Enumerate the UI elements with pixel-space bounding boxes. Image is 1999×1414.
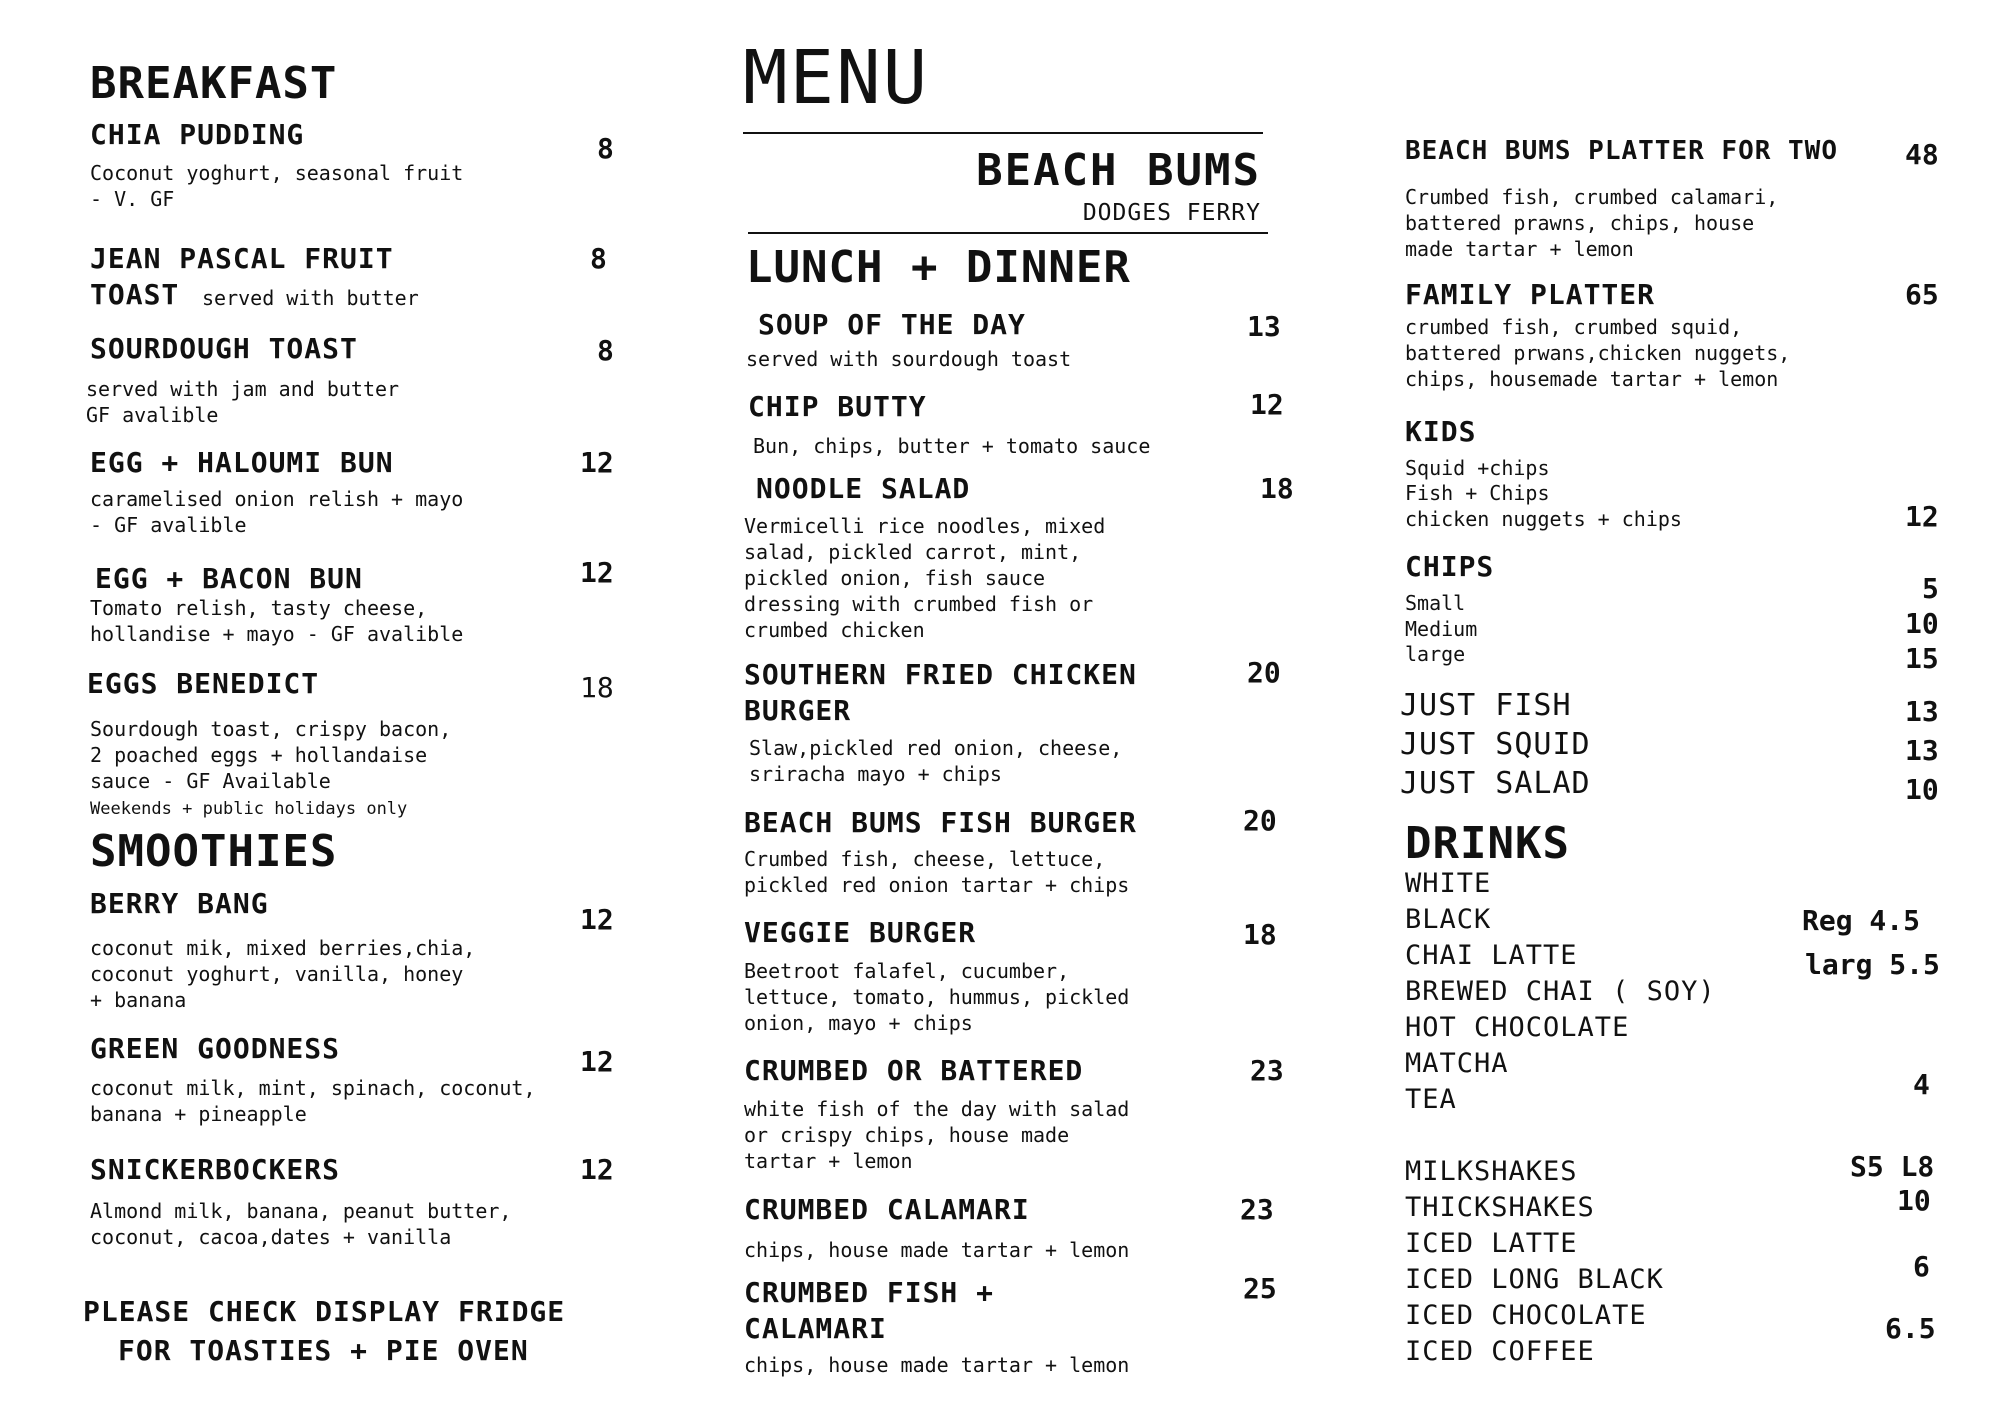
item-desc: Vermicelli rice noodles, mixed salad, pickled carrot, mint, pickled onion, fish sauce dressing with crumbed fish or crumbed chicken [744, 514, 1106, 642]
kids-line: Fish + Chips [1405, 481, 1550, 505]
item-name-eggs-benedict: EGGS BENEDICT [87, 667, 320, 700]
item-desc: Beetroot falafel, cucumber, lettuce, tomato, hummus, pickled onion, mayo + chips [744, 959, 1130, 1035]
item-name-crumbed-battered: CRUMBED OR BATTERED [744, 1054, 1084, 1087]
item-desc: served with sourdough toast [746, 347, 1072, 371]
item-desc: Coconut yoghurt, seasonal fruit - V. GF [90, 161, 464, 211]
item-desc: Tomato relish, tasty cheese, hollandise + mayo - GF avalible [90, 596, 464, 646]
drink-item: BLACK [1405, 904, 1492, 935]
item-name-sourdough-toast: SOURDOUGH TOAST [90, 332, 358, 365]
item-price: 10 [1905, 607, 1939, 640]
item-price: 48 [1905, 138, 1939, 171]
item-name-line2: CALAMARI [744, 1312, 887, 1345]
item-desc: caramelised onion relish + mayo - GF avalible [90, 487, 464, 537]
item-name-family-platter: FAMILY PLATTER [1405, 278, 1656, 311]
item-name-platter-for-two: BEACH BUMS PLATTER FOR TWO [1405, 136, 1838, 166]
just-fish: JUST FISH [1400, 688, 1572, 723]
brand-name: BEACH BUMS [976, 145, 1261, 196]
item-name-line2: BURGER [744, 694, 852, 727]
item-small-note: Weekends + public holidays only [90, 799, 408, 819]
item-price: 8 [597, 334, 614, 367]
drink-item: TEA [1405, 1084, 1457, 1115]
drink-item: BREWED CHAI ( SOY) [1405, 976, 1716, 1007]
item-name-egg-haloumi: EGG + HALOUMI BUN [90, 446, 394, 479]
item-price: 18 [1243, 918, 1277, 951]
item-desc: Bun, chips, butter + tomato sauce [753, 434, 1151, 458]
title-rule-bottom [748, 232, 1268, 234]
item-name-chia-pudding: CHIA PUDDING [90, 118, 305, 151]
drink-item: THICKSHAKES [1405, 1192, 1595, 1223]
smoothies-heading: SMOOTHIES [90, 826, 338, 877]
brand-location: DODGES FERRY [1082, 200, 1261, 226]
drink-item: ICED LONG BLACK [1405, 1264, 1664, 1295]
item-name-snickerbockers: SNICKERBOCKERS [90, 1153, 341, 1186]
chips-size: Small [1405, 591, 1466, 615]
item-price: 65 [1905, 278, 1939, 311]
item-name-line2: TOAST [90, 278, 180, 311]
item-name-southern-fried: SOUTHERN FRIED CHICKEN [744, 658, 1137, 691]
item-desc: chips, house made tartar + lemon [744, 1353, 1130, 1377]
item-price: 12 [580, 556, 614, 589]
item-price: 12 [580, 903, 614, 936]
item-desc: chips, house made tartar + lemon [744, 1238, 1130, 1262]
kids-line: chicken nuggets + chips [1405, 507, 1682, 531]
item-price: 20 [1247, 656, 1281, 689]
item-name-crumbed-calamari: CRUMBED CALAMARI [744, 1193, 1030, 1226]
item-price: 12 [580, 1045, 614, 1078]
drink-price-larg: larg 5.5 [1805, 948, 1940, 981]
item-desc: Almond milk, banana, peanut butter, coconut, cacoa,dates + vanilla [90, 1199, 512, 1249]
item-price: 18 [1260, 472, 1294, 505]
notice-line-2: FOR TOASTIES + PIE OVEN [118, 1334, 529, 1367]
item-price: 12 [1250, 388, 1284, 421]
kids-line: Squid +chips [1405, 456, 1550, 480]
item-price: 20 [1243, 804, 1277, 837]
just-salad: JUST SALAD [1400, 766, 1591, 801]
page-title: MENU [743, 35, 930, 121]
item-desc: Sourdough toast, crispy bacon, 2 poached eggs + hollandaise sauce - GF Available [90, 717, 452, 793]
chips-heading: CHIPS [1405, 550, 1495, 583]
item-desc: coconut mik, mixed berries,chia, coconut yoghurt, vanilla, honey + banana [90, 936, 476, 1012]
drinks-heading: DRINKS [1405, 818, 1570, 869]
item-price: 8 [597, 132, 614, 165]
drink-item: MILKSHAKES [1405, 1156, 1578, 1187]
item-desc: crumbed fish, crumbed squid, battered prwans,chicken nuggets, chips, housemade tartar + lemon [1405, 315, 1791, 391]
item-desc: Slaw,pickled red onion, cheese, sriracha mayo + chips [749, 736, 1123, 786]
item-price: 5 [1922, 572, 1939, 605]
item-name-fish-burger: BEACH BUMS FISH BURGER [744, 806, 1137, 839]
drink-item: MATCHA [1405, 1048, 1509, 1079]
item-price: 15 [1905, 642, 1939, 675]
item-price: 13 [1905, 734, 1939, 767]
drink-item: CHAI LATTE [1405, 940, 1578, 971]
drink-item: ICED COFFEE [1405, 1336, 1595, 1367]
item-price: 12 [580, 446, 614, 479]
drink-item: ICED CHOCOLATE [1405, 1300, 1647, 1331]
just-squid: JUST SQUID [1400, 727, 1591, 762]
item-desc: white fish of the day with salad or crispy chips, house made tartar + lemon [744, 1097, 1130, 1173]
item-name-chip-butty: CHIP BUTTY [748, 390, 927, 423]
drink-price-iced-coffee: 6.5 [1885, 1312, 1936, 1345]
item-price: 18 [580, 671, 614, 704]
item-desc: served with jam and butter GF avalible [86, 377, 400, 427]
chips-size: large [1405, 642, 1466, 666]
item-price: 8 [590, 242, 607, 275]
kids-heading: KIDS [1405, 415, 1477, 448]
item-name-berry-bang: BERRY BANG [90, 887, 269, 920]
item-note: served with butter [202, 286, 419, 310]
item-name-noodle-salad: NOODLE SALAD [756, 472, 971, 505]
lunch-heading: LUNCH + DINNER [746, 242, 1131, 293]
item-name-soup: SOUP OF THE DAY [758, 308, 1026, 341]
item-price: 23 [1240, 1193, 1274, 1226]
item-name-veggie-burger: VEGGIE BURGER [744, 916, 977, 949]
item-price: 12 [580, 1153, 614, 1186]
item-desc: Crumbed fish, crumbed calamari, battered prawns, chips, house made tartar + lemon [1405, 185, 1779, 261]
item-price: 13 [1247, 310, 1281, 343]
drink-price-milkshake: S5 L8 [1850, 1150, 1935, 1183]
item-name-egg-bacon: EGG + BACON BUN [95, 562, 363, 595]
drink-price-thickshake: 10 [1897, 1184, 1931, 1217]
item-price: 23 [1250, 1054, 1284, 1087]
item-price: 13 [1905, 695, 1939, 728]
item-price: 25 [1243, 1272, 1277, 1305]
drink-price-reg: Reg 4.5 [1802, 904, 1921, 937]
breakfast-heading: BREAKFAST [90, 58, 338, 109]
item-price: 12 [1905, 500, 1939, 533]
drink-price-tea: 4 [1913, 1068, 1930, 1101]
item-name-jean-pascal: JEAN PASCAL FRUIT [90, 242, 394, 275]
drink-item: HOT CHOCOLATE [1405, 1012, 1630, 1043]
item-price: 10 [1905, 773, 1939, 806]
chips-size: Medium [1405, 617, 1478, 641]
item-name-green-goodness: GREEN GOODNESS [90, 1032, 341, 1065]
item-desc: coconut milk, mint, spinach, coconut, banana + pineapple [90, 1076, 536, 1126]
notice-line-1: PLEASE CHECK DISPLAY FRIDGE [83, 1295, 566, 1328]
drink-item: WHITE [1405, 868, 1492, 899]
drink-price-iced: 6 [1913, 1250, 1930, 1283]
item-name-fish-calamari: CRUMBED FISH + [744, 1276, 995, 1309]
title-rule-top [743, 132, 1263, 134]
item-desc: Crumbed fish, cheese, lettuce, pickled red onion tartar + chips [744, 847, 1130, 897]
drink-item: ICED LATTE [1405, 1228, 1578, 1259]
